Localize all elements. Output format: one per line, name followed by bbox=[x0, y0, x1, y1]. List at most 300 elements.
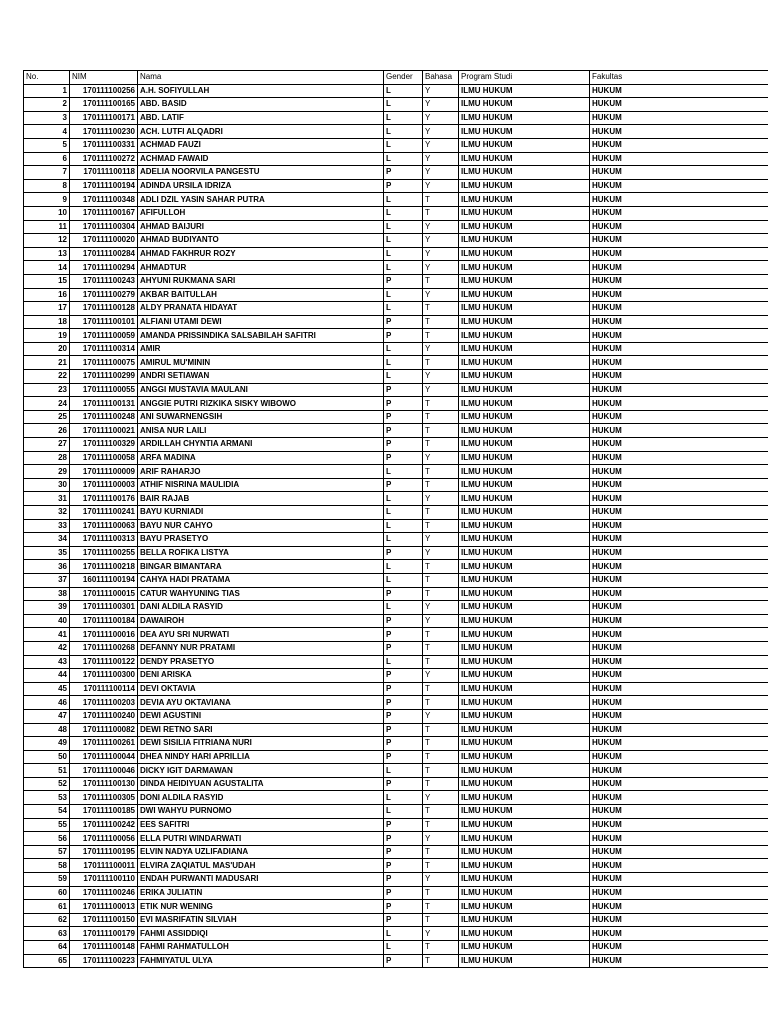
cell-program-studi[interactable]: ILMU HUKUM bbox=[459, 655, 590, 669]
cell-nim[interactable]: 170111100304 bbox=[70, 220, 138, 234]
cell-nim[interactable]: 170111100195 bbox=[70, 845, 138, 859]
cell-program-studi[interactable]: ILMU HUKUM bbox=[459, 805, 590, 819]
cell-nama[interactable]: ANI SUWARNENGSIH bbox=[138, 410, 384, 424]
cell-gender[interactable]: L bbox=[384, 247, 423, 261]
cell-gender[interactable]: P bbox=[384, 628, 423, 642]
cell-no[interactable]: 19 bbox=[24, 329, 70, 343]
cell-program-studi[interactable]: ILMU HUKUM bbox=[459, 465, 590, 479]
cell-gender[interactable]: P bbox=[384, 900, 423, 914]
cell-nama[interactable]: AHMADTUR bbox=[138, 261, 384, 275]
cell-bahasa[interactable]: Y bbox=[423, 533, 459, 547]
cell-no[interactable]: 11 bbox=[24, 220, 70, 234]
cell-bahasa[interactable]: Y bbox=[423, 261, 459, 275]
cell-bahasa[interactable]: T bbox=[423, 628, 459, 642]
cell-nama[interactable]: DEWI RETNO SARI bbox=[138, 723, 384, 737]
cell-nim[interactable]: 170111100305 bbox=[70, 791, 138, 805]
cell-fakultas[interactable]: HUKUM bbox=[590, 709, 768, 723]
cell-no[interactable]: 39 bbox=[24, 601, 70, 615]
cell-nama[interactable]: ATHIF NISRINA MAULIDIA bbox=[138, 478, 384, 492]
cell-nama[interactable]: ANGGIE PUTRI RIZKIKA SISKY WIBOWO bbox=[138, 397, 384, 411]
cell-nama[interactable]: ARIF RAHARJO bbox=[138, 465, 384, 479]
cell-nim[interactable]: 170111100294 bbox=[70, 261, 138, 275]
cell-no[interactable]: 6 bbox=[24, 152, 70, 166]
cell-fakultas[interactable]: HUKUM bbox=[590, 410, 768, 424]
cell-bahasa[interactable]: T bbox=[423, 900, 459, 914]
cell-no[interactable]: 48 bbox=[24, 723, 70, 737]
cell-nim[interactable]: 170111100055 bbox=[70, 383, 138, 397]
cell-program-studi[interactable]: ILMU HUKUM bbox=[459, 315, 590, 329]
cell-bahasa[interactable]: Y bbox=[423, 179, 459, 193]
cell-nama[interactable]: AHMAD BUDIYANTO bbox=[138, 234, 384, 248]
cell-nim[interactable]: 170111100128 bbox=[70, 302, 138, 316]
cell-no[interactable]: 32 bbox=[24, 506, 70, 520]
cell-no[interactable]: 62 bbox=[24, 913, 70, 927]
cell-gender[interactable]: P bbox=[384, 274, 423, 288]
cell-gender[interactable]: L bbox=[384, 492, 423, 506]
cell-nim[interactable]: 170111100218 bbox=[70, 560, 138, 574]
cell-no[interactable]: 17 bbox=[24, 302, 70, 316]
cell-bahasa[interactable]: T bbox=[423, 560, 459, 574]
cell-bahasa[interactable]: T bbox=[423, 764, 459, 778]
cell-nama[interactable]: DANI ALDILA RASYID bbox=[138, 601, 384, 615]
cell-program-studi[interactable]: ILMU HUKUM bbox=[459, 587, 590, 601]
cell-bahasa[interactable]: Y bbox=[423, 166, 459, 180]
cell-nim[interactable]: 170111100118 bbox=[70, 166, 138, 180]
cell-bahasa[interactable]: Y bbox=[423, 451, 459, 465]
cell-no[interactable]: 10 bbox=[24, 206, 70, 220]
cell-bahasa[interactable]: Y bbox=[423, 152, 459, 166]
cell-program-studi[interactable]: ILMU HUKUM bbox=[459, 234, 590, 248]
cell-fakultas[interactable]: HUKUM bbox=[590, 125, 768, 139]
cell-nama[interactable]: BAYU PRASETYO bbox=[138, 533, 384, 547]
cell-nim[interactable]: 170111100009 bbox=[70, 465, 138, 479]
cell-nim[interactable]: 170111100279 bbox=[70, 288, 138, 302]
cell-no[interactable]: 29 bbox=[24, 465, 70, 479]
cell-program-studi[interactable]: ILMU HUKUM bbox=[459, 410, 590, 424]
cell-nim[interactable]: 170111100015 bbox=[70, 587, 138, 601]
cell-program-studi[interactable]: ILMU HUKUM bbox=[459, 845, 590, 859]
cell-fakultas[interactable]: HUKUM bbox=[590, 655, 768, 669]
cell-bahasa[interactable]: Y bbox=[423, 370, 459, 384]
cell-nama[interactable]: ETIK NUR WENING bbox=[138, 900, 384, 914]
cell-nama[interactable]: AMIRUL MU'MININ bbox=[138, 356, 384, 370]
cell-no[interactable]: 43 bbox=[24, 655, 70, 669]
cell-nama[interactable]: ANISA NUR LAILI bbox=[138, 424, 384, 438]
cell-fakultas[interactable]: HUKUM bbox=[590, 750, 768, 764]
cell-fakultas[interactable]: HUKUM bbox=[590, 98, 768, 112]
cell-nim[interactable]: 170111100348 bbox=[70, 193, 138, 207]
cell-nim[interactable]: 170111100044 bbox=[70, 750, 138, 764]
cell-gender[interactable]: P bbox=[384, 859, 423, 873]
cell-gender[interactable]: L bbox=[384, 193, 423, 207]
cell-bahasa[interactable]: T bbox=[423, 397, 459, 411]
cell-nama[interactable]: ELLA PUTRI WINDARWATI bbox=[138, 832, 384, 846]
cell-no[interactable]: 18 bbox=[24, 315, 70, 329]
cell-bahasa[interactable]: Y bbox=[423, 832, 459, 846]
cell-no[interactable]: 4 bbox=[24, 125, 70, 139]
cell-nama[interactable]: DAWAIROH bbox=[138, 614, 384, 628]
cell-no[interactable]: 21 bbox=[24, 356, 70, 370]
cell-fakultas[interactable]: HUKUM bbox=[590, 397, 768, 411]
cell-nama[interactable]: ACHMAD FAUZI bbox=[138, 138, 384, 152]
cell-fakultas[interactable]: HUKUM bbox=[590, 84, 768, 98]
cell-bahasa[interactable]: T bbox=[423, 206, 459, 220]
cell-program-studi[interactable]: ILMU HUKUM bbox=[459, 397, 590, 411]
cell-nim[interactable]: 170111100185 bbox=[70, 805, 138, 819]
cell-no[interactable]: 26 bbox=[24, 424, 70, 438]
cell-gender[interactable]: L bbox=[384, 764, 423, 778]
cell-program-studi[interactable]: ILMU HUKUM bbox=[459, 370, 590, 384]
cell-nama[interactable]: ADELIA NOORVILA PANGESTU bbox=[138, 166, 384, 180]
cell-bahasa[interactable]: Y bbox=[423, 873, 459, 887]
cell-nama[interactable]: CAHYA HADI PRATAMA bbox=[138, 573, 384, 587]
cell-bahasa[interactable]: T bbox=[423, 315, 459, 329]
cell-nama[interactable]: ENDAH PURWANTI MADUSARI bbox=[138, 873, 384, 887]
cell-program-studi[interactable]: ILMU HUKUM bbox=[459, 560, 590, 574]
cell-program-studi[interactable]: ILMU HUKUM bbox=[459, 832, 590, 846]
cell-gender[interactable]: P bbox=[384, 424, 423, 438]
cell-gender[interactable]: P bbox=[384, 669, 423, 683]
cell-fakultas[interactable]: HUKUM bbox=[590, 424, 768, 438]
cell-bahasa[interactable]: T bbox=[423, 723, 459, 737]
cell-nama[interactable]: AHMAD BAIJURI bbox=[138, 220, 384, 234]
cell-gender[interactable]: L bbox=[384, 560, 423, 574]
cell-no[interactable]: 35 bbox=[24, 546, 70, 560]
cell-gender[interactable]: P bbox=[384, 777, 423, 791]
cell-nama[interactable]: ABD. LATIF bbox=[138, 111, 384, 125]
cell-nim[interactable]: 170111100284 bbox=[70, 247, 138, 261]
cell-fakultas[interactable]: HUKUM bbox=[590, 859, 768, 873]
cell-gender[interactable]: P bbox=[384, 166, 423, 180]
cell-gender[interactable]: L bbox=[384, 533, 423, 547]
cell-gender[interactable]: P bbox=[384, 818, 423, 832]
cell-nama[interactable]: BINGAR BIMANTARA bbox=[138, 560, 384, 574]
cell-fakultas[interactable]: HUKUM bbox=[590, 342, 768, 356]
cell-bahasa[interactable]: Y bbox=[423, 709, 459, 723]
cell-gender[interactable]: P bbox=[384, 410, 423, 424]
cell-nama[interactable]: FAHMI RAHMATULLOH bbox=[138, 941, 384, 955]
cell-gender[interactable]: L bbox=[384, 927, 423, 941]
cell-bahasa[interactable]: T bbox=[423, 805, 459, 819]
cell-program-studi[interactable]: ILMU HUKUM bbox=[459, 696, 590, 710]
cell-program-studi[interactable]: ILMU HUKUM bbox=[459, 84, 590, 98]
cell-nama[interactable]: ADINDA URSILA IDRIZA bbox=[138, 179, 384, 193]
cell-fakultas[interactable]: HUKUM bbox=[590, 356, 768, 370]
cell-bahasa[interactable]: T bbox=[423, 587, 459, 601]
cell-program-studi[interactable]: ILMU HUKUM bbox=[459, 682, 590, 696]
cell-nim[interactable]: 170111100272 bbox=[70, 152, 138, 166]
header-no[interactable]: No. bbox=[24, 71, 70, 85]
cell-fakultas[interactable]: HUKUM bbox=[590, 573, 768, 587]
cell-fakultas[interactable]: HUKUM bbox=[590, 886, 768, 900]
cell-program-studi[interactable]: ILMU HUKUM bbox=[459, 750, 590, 764]
cell-gender[interactable]: P bbox=[384, 179, 423, 193]
cell-bahasa[interactable]: Y bbox=[423, 492, 459, 506]
cell-gender[interactable]: L bbox=[384, 506, 423, 520]
cell-no[interactable]: 14 bbox=[24, 261, 70, 275]
cell-no[interactable]: 42 bbox=[24, 641, 70, 655]
cell-gender[interactable]: P bbox=[384, 750, 423, 764]
cell-bahasa[interactable]: Y bbox=[423, 138, 459, 152]
header-nim[interactable]: NIM bbox=[70, 71, 138, 85]
cell-gender[interactable]: L bbox=[384, 356, 423, 370]
cell-gender[interactable]: L bbox=[384, 342, 423, 356]
cell-fakultas[interactable]: HUKUM bbox=[590, 438, 768, 452]
cell-program-studi[interactable]: ILMU HUKUM bbox=[459, 573, 590, 587]
cell-nama[interactable]: DENI ARISKA bbox=[138, 669, 384, 683]
cell-bahasa[interactable]: Y bbox=[423, 546, 459, 560]
cell-bahasa[interactable]: Y bbox=[423, 234, 459, 248]
cell-fakultas[interactable]: HUKUM bbox=[590, 913, 768, 927]
cell-fakultas[interactable]: HUKUM bbox=[590, 560, 768, 574]
cell-nama[interactable]: AHYUNI RUKMANA SARI bbox=[138, 274, 384, 288]
cell-fakultas[interactable]: HUKUM bbox=[590, 329, 768, 343]
cell-nama[interactable]: ALDY PRANATA HIDAYAT bbox=[138, 302, 384, 316]
cell-bahasa[interactable]: T bbox=[423, 696, 459, 710]
cell-bahasa[interactable]: T bbox=[423, 913, 459, 927]
cell-nama[interactable]: ARDILLAH CHYNTIA ARMANI bbox=[138, 438, 384, 452]
cell-nim[interactable]: 170111100131 bbox=[70, 397, 138, 411]
cell-nim[interactable]: 170111100176 bbox=[70, 492, 138, 506]
cell-no[interactable]: 59 bbox=[24, 873, 70, 887]
cell-gender[interactable]: L bbox=[384, 84, 423, 98]
cell-program-studi[interactable]: ILMU HUKUM bbox=[459, 206, 590, 220]
cell-gender[interactable]: P bbox=[384, 737, 423, 751]
cell-nama[interactable]: AFIFULLOH bbox=[138, 206, 384, 220]
cell-no[interactable]: 20 bbox=[24, 342, 70, 356]
cell-program-studi[interactable]: ILMU HUKUM bbox=[459, 628, 590, 642]
cell-gender[interactable]: L bbox=[384, 941, 423, 955]
cell-gender[interactable]: P bbox=[384, 832, 423, 846]
cell-program-studi[interactable]: ILMU HUKUM bbox=[459, 533, 590, 547]
cell-no[interactable]: 51 bbox=[24, 764, 70, 778]
cell-gender[interactable]: L bbox=[384, 805, 423, 819]
cell-nama[interactable]: AMIR bbox=[138, 342, 384, 356]
cell-nim[interactable]: 170111100242 bbox=[70, 818, 138, 832]
cell-nama[interactable]: EES SAFITRI bbox=[138, 818, 384, 832]
cell-bahasa[interactable]: Y bbox=[423, 247, 459, 261]
cell-program-studi[interactable]: ILMU HUKUM bbox=[459, 302, 590, 316]
cell-bahasa[interactable]: T bbox=[423, 438, 459, 452]
cell-no[interactable]: 5 bbox=[24, 138, 70, 152]
cell-fakultas[interactable]: HUKUM bbox=[590, 234, 768, 248]
cell-gender[interactable]: P bbox=[384, 723, 423, 737]
cell-gender[interactable]: P bbox=[384, 397, 423, 411]
cell-bahasa[interactable]: Y bbox=[423, 791, 459, 805]
cell-no[interactable]: 33 bbox=[24, 519, 70, 533]
cell-fakultas[interactable]: HUKUM bbox=[590, 519, 768, 533]
cell-nama[interactable]: ARFA MADINA bbox=[138, 451, 384, 465]
cell-no[interactable]: 8 bbox=[24, 179, 70, 193]
cell-fakultas[interactable]: HUKUM bbox=[590, 533, 768, 547]
cell-nim[interactable]: 170111100021 bbox=[70, 424, 138, 438]
cell-program-studi[interactable]: ILMU HUKUM bbox=[459, 247, 590, 261]
cell-fakultas[interactable]: HUKUM bbox=[590, 764, 768, 778]
cell-gender[interactable]: P bbox=[384, 478, 423, 492]
cell-nama[interactable]: DEVI OKTAVIA bbox=[138, 682, 384, 696]
cell-nama[interactable]: ACHMAD FAWAID bbox=[138, 152, 384, 166]
cell-program-studi[interactable]: ILMU HUKUM bbox=[459, 886, 590, 900]
cell-nama[interactable]: DEVIA AYU OKTAVIANA bbox=[138, 696, 384, 710]
cell-gender[interactable]: L bbox=[384, 220, 423, 234]
cell-program-studi[interactable]: ILMU HUKUM bbox=[459, 274, 590, 288]
cell-program-studi[interactable]: ILMU HUKUM bbox=[459, 913, 590, 927]
cell-fakultas[interactable]: HUKUM bbox=[590, 179, 768, 193]
cell-fakultas[interactable]: HUKUM bbox=[590, 152, 768, 166]
cell-program-studi[interactable]: ILMU HUKUM bbox=[459, 356, 590, 370]
cell-gender[interactable]: P bbox=[384, 913, 423, 927]
cell-program-studi[interactable]: ILMU HUKUM bbox=[459, 709, 590, 723]
cell-gender[interactable]: L bbox=[384, 601, 423, 615]
cell-nama[interactable]: CATUR WAHYUNING TIAS bbox=[138, 587, 384, 601]
cell-gender[interactable]: L bbox=[384, 655, 423, 669]
cell-bahasa[interactable]: T bbox=[423, 302, 459, 316]
cell-fakultas[interactable]: HUKUM bbox=[590, 614, 768, 628]
cell-nama[interactable]: FAHMIYATUL ULYA bbox=[138, 954, 384, 968]
cell-fakultas[interactable]: HUKUM bbox=[590, 873, 768, 887]
cell-nim[interactable]: 170111100246 bbox=[70, 886, 138, 900]
cell-fakultas[interactable]: HUKUM bbox=[590, 723, 768, 737]
cell-nama[interactable]: AKBAR BAITULLAH bbox=[138, 288, 384, 302]
cell-nim[interactable]: 170111100248 bbox=[70, 410, 138, 424]
cell-gender[interactable]: P bbox=[384, 614, 423, 628]
cell-nim[interactable]: 170111100130 bbox=[70, 777, 138, 791]
cell-bahasa[interactable]: T bbox=[423, 573, 459, 587]
cell-nim[interactable]: 170111100150 bbox=[70, 913, 138, 927]
cell-nim[interactable]: 170111100240 bbox=[70, 709, 138, 723]
cell-program-studi[interactable]: ILMU HUKUM bbox=[459, 777, 590, 791]
cell-nim[interactable]: 170111100122 bbox=[70, 655, 138, 669]
cell-nim[interactable]: 170111100013 bbox=[70, 900, 138, 914]
cell-bahasa[interactable]: T bbox=[423, 274, 459, 288]
cell-no[interactable]: 55 bbox=[24, 818, 70, 832]
cell-nim[interactable]: 170111100058 bbox=[70, 451, 138, 465]
cell-nim[interactable]: 170111100255 bbox=[70, 546, 138, 560]
cell-bahasa[interactable]: T bbox=[423, 465, 459, 479]
cell-fakultas[interactable]: HUKUM bbox=[590, 478, 768, 492]
cell-fakultas[interactable]: HUKUM bbox=[590, 832, 768, 846]
cell-fakultas[interactable]: HUKUM bbox=[590, 845, 768, 859]
cell-bahasa[interactable]: T bbox=[423, 641, 459, 655]
cell-bahasa[interactable]: T bbox=[423, 424, 459, 438]
cell-program-studi[interactable]: ILMU HUKUM bbox=[459, 261, 590, 275]
cell-fakultas[interactable]: HUKUM bbox=[590, 111, 768, 125]
cell-fakultas[interactable]: HUKUM bbox=[590, 546, 768, 560]
cell-bahasa[interactable]: T bbox=[423, 655, 459, 669]
cell-nim[interactable]: 170111100167 bbox=[70, 206, 138, 220]
cell-program-studi[interactable]: ILMU HUKUM bbox=[459, 954, 590, 968]
cell-bahasa[interactable]: Y bbox=[423, 220, 459, 234]
cell-no[interactable]: 7 bbox=[24, 166, 70, 180]
cell-fakultas[interactable]: HUKUM bbox=[590, 628, 768, 642]
cell-nim[interactable]: 170111100063 bbox=[70, 519, 138, 533]
cell-nim[interactable]: 170111100299 bbox=[70, 370, 138, 384]
cell-nama[interactable]: ELVIRA ZAQIATUL MAS'UDAH bbox=[138, 859, 384, 873]
cell-gender[interactable]: L bbox=[384, 302, 423, 316]
cell-gender[interactable]: L bbox=[384, 573, 423, 587]
cell-program-studi[interactable]: ILMU HUKUM bbox=[459, 900, 590, 914]
cell-fakultas[interactable]: HUKUM bbox=[590, 247, 768, 261]
cell-no[interactable]: 37 bbox=[24, 573, 70, 587]
cell-nim[interactable]: 170111100203 bbox=[70, 696, 138, 710]
cell-nim[interactable]: 170111100020 bbox=[70, 234, 138, 248]
cell-bahasa[interactable]: Y bbox=[423, 98, 459, 112]
cell-gender[interactable]: P bbox=[384, 641, 423, 655]
cell-nama[interactable]: DINDA HEIDIYUAN AGUSTALITA bbox=[138, 777, 384, 791]
cell-nim[interactable]: 170111100016 bbox=[70, 628, 138, 642]
cell-program-studi[interactable]: ILMU HUKUM bbox=[459, 723, 590, 737]
cell-bahasa[interactable]: T bbox=[423, 478, 459, 492]
cell-nim[interactable]: 170111100148 bbox=[70, 941, 138, 955]
cell-bahasa[interactable]: Y bbox=[423, 342, 459, 356]
cell-nama[interactable]: ANDRI SETIAWAN bbox=[138, 370, 384, 384]
cell-program-studi[interactable]: ILMU HUKUM bbox=[459, 329, 590, 343]
cell-bahasa[interactable]: Y bbox=[423, 601, 459, 615]
cell-fakultas[interactable]: HUKUM bbox=[590, 193, 768, 207]
cell-bahasa[interactable]: Y bbox=[423, 669, 459, 683]
cell-bahasa[interactable]: T bbox=[423, 818, 459, 832]
cell-no[interactable]: 41 bbox=[24, 628, 70, 642]
cell-gender[interactable]: L bbox=[384, 152, 423, 166]
cell-bahasa[interactable]: T bbox=[423, 777, 459, 791]
cell-gender[interactable]: P bbox=[384, 709, 423, 723]
cell-nama[interactable]: DHEA NINDY HARI APRILLIA bbox=[138, 750, 384, 764]
cell-fakultas[interactable]: HUKUM bbox=[590, 138, 768, 152]
cell-nim[interactable]: 170111100110 bbox=[70, 873, 138, 887]
cell-gender[interactable]: P bbox=[384, 383, 423, 397]
cell-nama[interactable]: FAHMI ASSIDDIQI bbox=[138, 927, 384, 941]
cell-no[interactable]: 57 bbox=[24, 845, 70, 859]
cell-nim[interactable]: 170111100184 bbox=[70, 614, 138, 628]
cell-no[interactable]: 3 bbox=[24, 111, 70, 125]
cell-nim[interactable]: 170111100194 bbox=[70, 179, 138, 193]
cell-program-studi[interactable]: ILMU HUKUM bbox=[459, 193, 590, 207]
cell-no[interactable]: 27 bbox=[24, 438, 70, 452]
cell-no[interactable]: 56 bbox=[24, 832, 70, 846]
cell-nim[interactable]: 170111100300 bbox=[70, 669, 138, 683]
cell-fakultas[interactable]: HUKUM bbox=[590, 941, 768, 955]
cell-gender[interactable]: P bbox=[384, 329, 423, 343]
cell-nama[interactable]: DWI WAHYU PURNOMO bbox=[138, 805, 384, 819]
cell-program-studi[interactable]: ILMU HUKUM bbox=[459, 601, 590, 615]
cell-nim[interactable]: 170111100331 bbox=[70, 138, 138, 152]
cell-no[interactable]: 60 bbox=[24, 886, 70, 900]
cell-fakultas[interactable]: HUKUM bbox=[590, 900, 768, 914]
cell-fakultas[interactable]: HUKUM bbox=[590, 370, 768, 384]
cell-no[interactable]: 31 bbox=[24, 492, 70, 506]
cell-nama[interactable]: EVI MASRIFATIN SILVIAH bbox=[138, 913, 384, 927]
cell-bahasa[interactable]: Y bbox=[423, 84, 459, 98]
cell-gender[interactable]: P bbox=[384, 873, 423, 887]
cell-program-studi[interactable]: ILMU HUKUM bbox=[459, 179, 590, 193]
cell-bahasa[interactable]: T bbox=[423, 941, 459, 955]
cell-fakultas[interactable]: HUKUM bbox=[590, 274, 768, 288]
cell-program-studi[interactable]: ILMU HUKUM bbox=[459, 519, 590, 533]
cell-nama[interactable]: DENDY PRASETYO bbox=[138, 655, 384, 669]
cell-gender[interactable]: P bbox=[384, 682, 423, 696]
cell-fakultas[interactable]: HUKUM bbox=[590, 465, 768, 479]
cell-no[interactable]: 2 bbox=[24, 98, 70, 112]
cell-fakultas[interactable]: HUKUM bbox=[590, 791, 768, 805]
cell-nim[interactable]: 170111100256 bbox=[70, 84, 138, 98]
cell-program-studi[interactable]: ILMU HUKUM bbox=[459, 927, 590, 941]
cell-nama[interactable]: BELLA ROFIKA LISTYA bbox=[138, 546, 384, 560]
cell-no[interactable]: 45 bbox=[24, 682, 70, 696]
cell-no[interactable]: 1 bbox=[24, 84, 70, 98]
cell-nim[interactable]: 170111100329 bbox=[70, 438, 138, 452]
cell-nim[interactable]: 170111100241 bbox=[70, 506, 138, 520]
cell-program-studi[interactable]: ILMU HUKUM bbox=[459, 737, 590, 751]
